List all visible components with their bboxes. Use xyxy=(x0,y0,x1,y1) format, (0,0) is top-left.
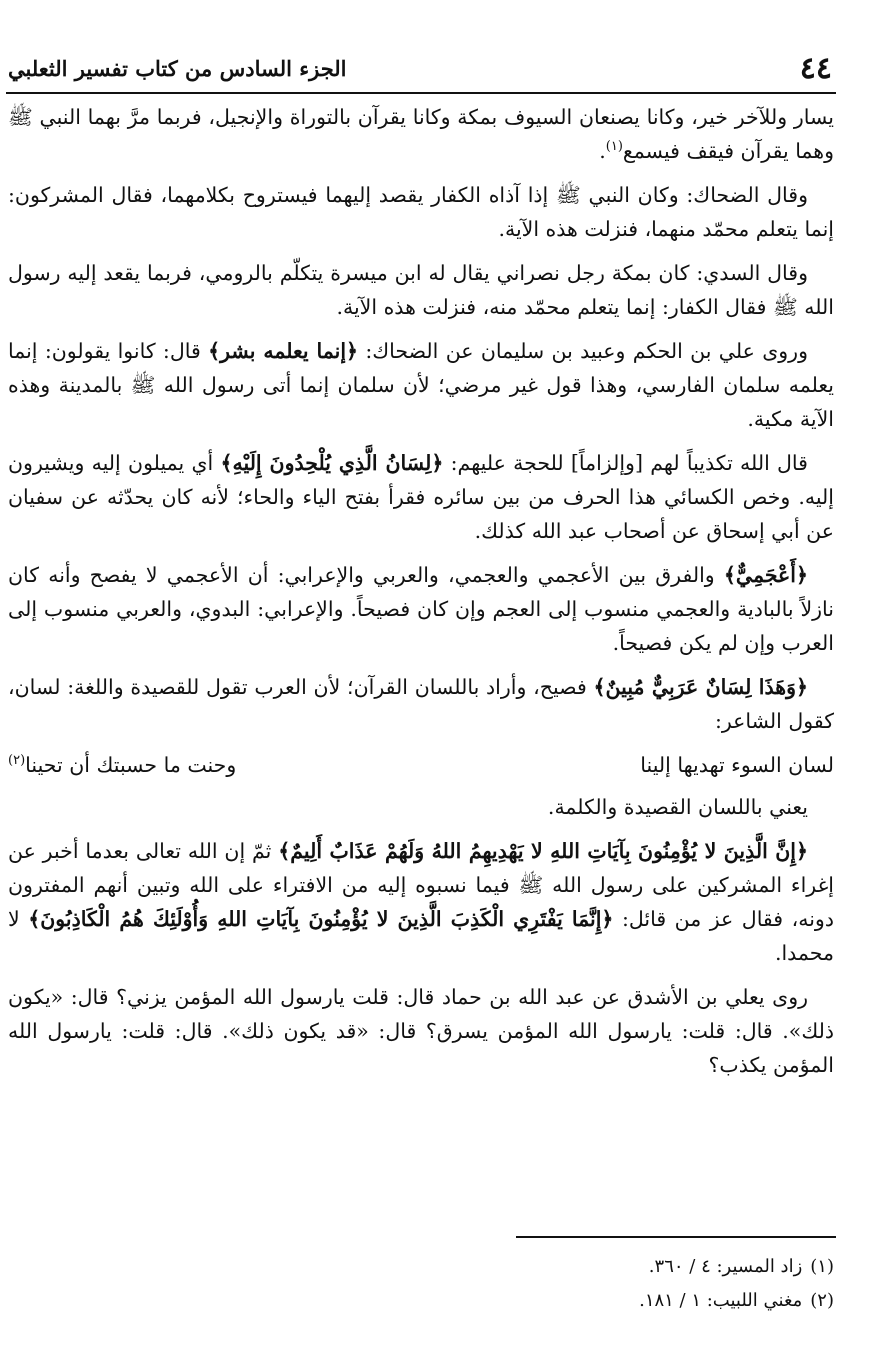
paragraph-8: يعني باللسان القصيدة والكلمة. xyxy=(547,795,808,819)
quran-quote: ﴿لِسَانُ الَّذِي يُلْحِدُونَ إِلَيْهِ﴾ xyxy=(220,451,444,475)
running-title: الجزء السادس من كتاب تفسير الثعلبي xyxy=(8,55,347,81)
quran-quote: ﴿إنما يعلمه بشر﴾ xyxy=(208,339,359,363)
main-text xyxy=(8,100,834,1092)
poetry-verse xyxy=(8,748,834,782)
header-rule xyxy=(6,92,836,94)
footnote-ref-1[interactable]: (١) xyxy=(605,139,623,155)
footnote-number: (١) xyxy=(810,1256,834,1277)
verse-hemistich-2-text: وحنت ما حسبتك أن تحينا xyxy=(25,753,237,777)
footnote-number: (٢) xyxy=(810,1290,834,1311)
paragraph-6 xyxy=(8,558,834,660)
paragraph-9 xyxy=(8,834,834,970)
paragraph-4-intro: وروى علي بن الحكم وعبيد بن سليمان عن الضحاك: xyxy=(365,339,808,363)
paragraph-1 xyxy=(8,100,834,168)
paragraph-9-end: لا محمدا. xyxy=(8,907,834,965)
page-header xyxy=(8,46,834,90)
quran-quote: ﴿أَعْجَمِيٌّ﴾ xyxy=(723,563,808,587)
quran-quote: ﴿وَهَذَا لِسَانٌ عَرَبِيٌّ مُبِينٌ﴾ xyxy=(593,675,808,699)
verse-hemistich-2 xyxy=(8,748,236,782)
paragraph-6-body: والفرق بين الأعجمي والعجمي، والعربي والإعرابي: أن الأعجمي لا يفصح وأنه كان نازلاً بالبادية والعجمي منسوب إلى العجم وإن كان فصيحاً. والإعرابي: البدوي، والعربي منسوب إلى العرب وإن لم يكن فصيحاً. xyxy=(8,563,834,655)
paragraph-7-body: فصيح، وأراد باللسان القرآن؛ لأن العرب تقول للقصيدة واللغة: لسان، كقول الشاعر: xyxy=(8,675,834,733)
paragraph-4-body: قال: كانوا يقولون: إنما يعلمه سلمان الفارسي، وهذا قول غير مرضي؛ لأن سلمان إنما أتى رسول الله ﷺ بالمدينة وهذه الآية مكية. xyxy=(8,339,834,431)
footnote-ref-2[interactable]: (٢) xyxy=(8,753,26,769)
footnote-text: زاد المسير: ٤ / ٣٦٠. xyxy=(648,1256,803,1277)
paragraph-7 xyxy=(8,670,834,738)
quran-quote: ﴿إِنَّ الَّذِينَ لا يُؤْمِنُونَ بِآيَاتِ اللهِ لا يَهْدِيهِمُ اللهُ وَلَهُمْ عَذَابٌ أَلِيمٌ﴾ xyxy=(278,839,809,863)
paragraph-1-text: يسار وللآخر خير، وكانا يصنعان السيوف بمكة وكانا يقرآن بالتوراة والإنجيل، فربما مرَّ بهما النبي ﷺ وهما يقرآن فيقف فيسمع xyxy=(8,105,834,163)
footnotes xyxy=(8,1250,834,1318)
paragraph-1-end: . xyxy=(599,139,606,163)
page-number: ٤٤ xyxy=(799,50,832,86)
paragraph-10: روى يعلي بن الأشدق عن عبد الله بن حماد قال: قلت يارسول الله المؤمن يزني؟ قال: «يكون ذلك». قال: قلت: يارسول الله المؤمن يسرق؟ قال: «قد يكون ذلك». قال: قلت: يارسول الله المؤمن يكذب؟ xyxy=(8,985,834,1077)
paragraph-2: وقال الضحاك: وكان النبي ﷺ إذا آذاه الكفار يقصد إليهما فيستروح بكلامهما، فقال المشركون: إنما يتعلم محمّد منهما، فنزلت هذه الآية. xyxy=(8,183,834,241)
footnote-1 xyxy=(8,1250,834,1284)
footnote-text: مغني اللبيب: ١ / ١٨١. xyxy=(639,1290,803,1311)
paragraph-5-intro: قال الله تكذيباً لهم [وإلزاماً] للحجة عليهم: xyxy=(450,451,808,475)
paragraph-3: وقال السدي: كان بمكة رجل نصراني يقال له ابن ميسرة يتكلّم بالرومي، فربما يقعد إليه رسول الله ﷺ فقال الكفار: إنما يتعلم محمّد منه، فنزلت هذه الآية. xyxy=(8,261,834,319)
footnote-2 xyxy=(8,1284,834,1318)
quran-quote: ﴿إِنَّمَا يَفْتَرِي الْكَذِبَ الَّذِينَ لا يُؤْمِنُونَ بِآيَاتِ اللهِ وَأُوْلَئِكَ هُمُ الْكَاذِبُونَ﴾ xyxy=(28,907,614,931)
paragraph-9-body: ثمّ إن الله تعالى بعدما أخبر عن إغراء المشركين على رسول الله ﷺ فيما نسبوه إليه من الافتراء على الله وتبين أنهم المفترون دونه، فقال عز من قائل: xyxy=(8,839,834,931)
paragraph-4 xyxy=(8,334,834,436)
footnote-rule xyxy=(516,1236,836,1238)
paragraph-5-body: أي يميلون إليه ويشيرون إليه. وخص الكسائي هذا الحرف من بين سائره فقرأ بفتح الياء والحاء؛ لأنه كان يحدّثه عن سفيان عن أبي إسحاق عن أصحاب عبد الله كذلك. xyxy=(8,451,834,543)
verse-hemistich-1: لسان السوء تهديها إلينا xyxy=(640,753,834,777)
paragraph-5 xyxy=(8,446,834,548)
